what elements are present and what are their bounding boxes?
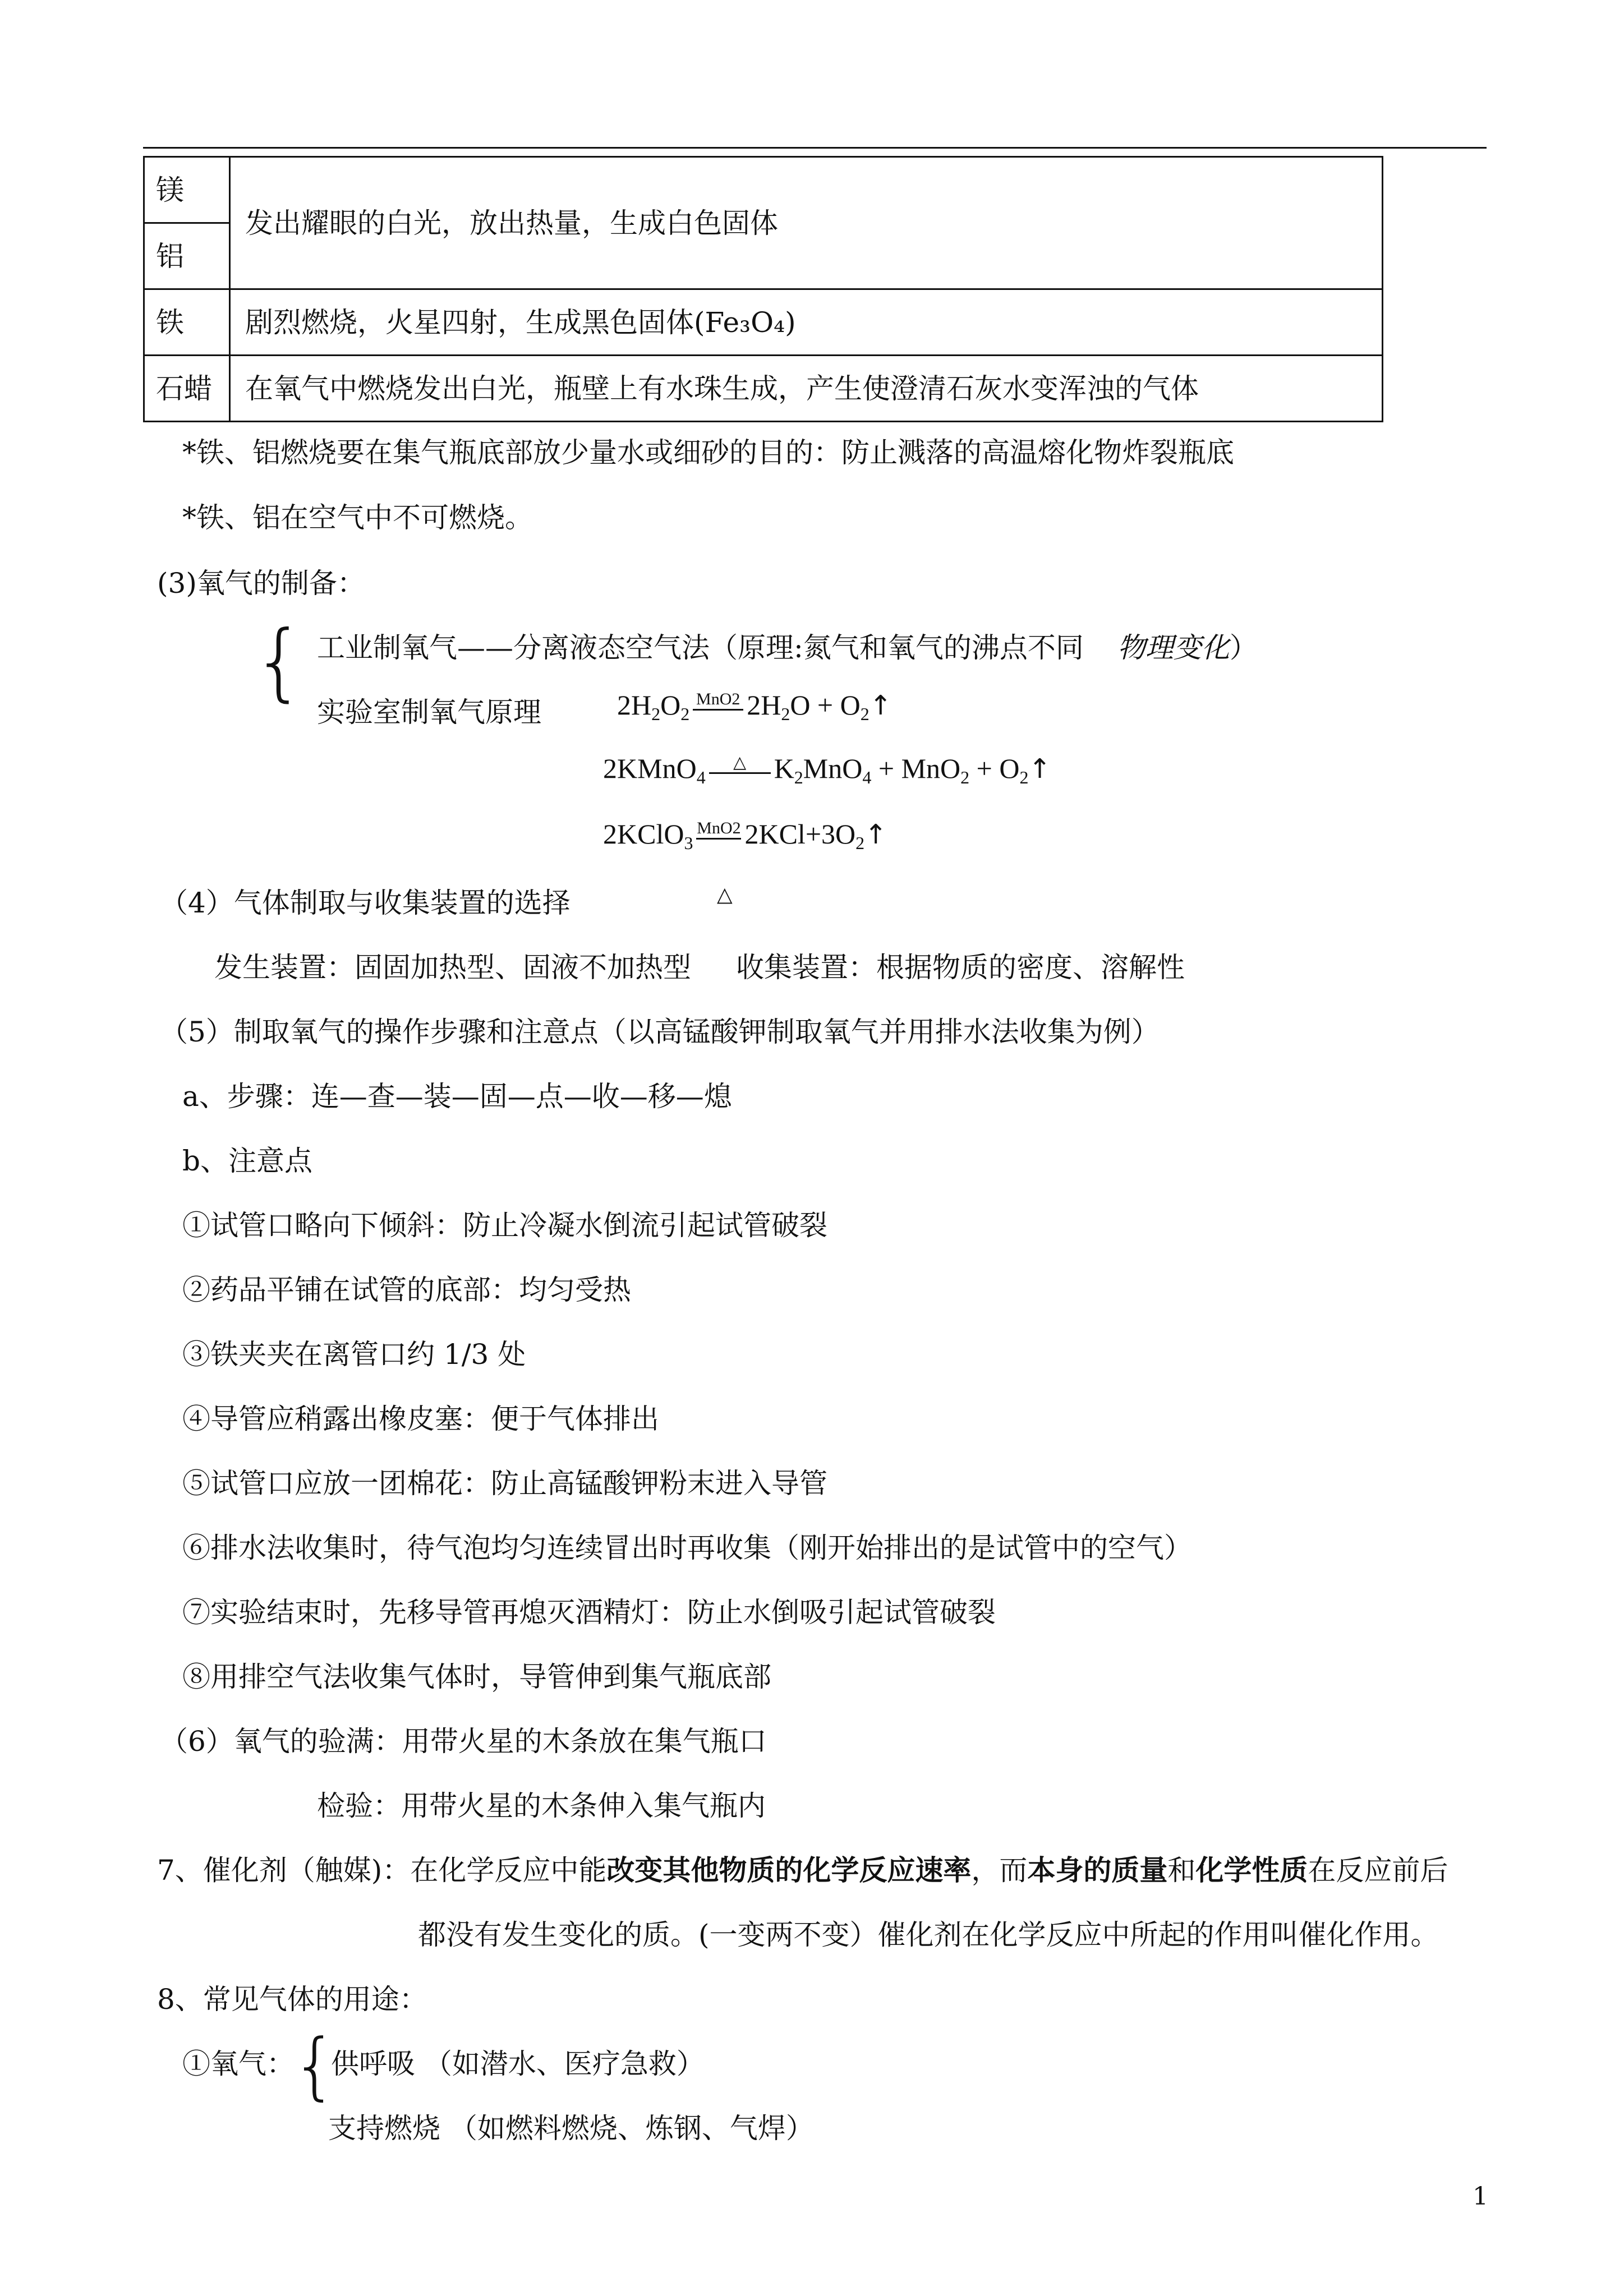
list-item: ③铁夹夹在离管口约 1/3 处 (182, 1338, 526, 1371)
brace-icon: { (252, 613, 306, 711)
section-heading: (3)氧气的制备： (157, 567, 365, 600)
list-item: ②药品平铺在试管的底部：均匀受热 (182, 1274, 631, 1306)
def-bold: 化学性质 (1195, 1854, 1308, 1887)
heat-symbol-icon: △ (717, 883, 733, 906)
list-item: ④导管应稍露出橡皮塞：便于气体排出 (182, 1403, 659, 1435)
lab-label: 实验室制氧气原理 (317, 696, 541, 729)
table-cell-desc: 在氧气中燃烧发出白光，瓶壁上有水珠生成，产生使澄清石灰水变浑浊的气体 (230, 356, 1383, 422)
section-heading: （5）制取氧气的操作步骤和注意点（以高锰酸钾制取氧气并用排水法收集为例） (160, 1016, 1160, 1048)
page-number: 1 (1473, 2182, 1488, 2211)
list-item: ⑤试管口应放一团棉花：防止高锰酸钾粉末进入导管 (182, 1467, 827, 1500)
test-line: 检验：用带火星的木条伸入集气瓶内 (317, 1790, 766, 1822)
table-cell-desc: 剧烈燃烧，火星四射，生成黑色固体(Fe₃O₄) (230, 289, 1383, 356)
section-heading: （6）氧气的验满：用带火星的木条放在集气瓶口 (160, 1725, 767, 1758)
brace-icon: { (292, 2023, 338, 2108)
catalyst-definition (157, 1854, 1448, 1887)
use-item: 供呼吸 （如潜水、医疗急救） (331, 2048, 705, 2080)
list-item: ⑦实验结束时，先移导管再熄灭酒精灯：防止水倒吸引起试管破裂 (182, 1596, 996, 1629)
gas-arrow-icon: ↑ (1028, 753, 1051, 785)
use-item: 支持燃烧 （如燃料燃烧、炼钢、气焊） (328, 2112, 814, 2145)
heat-label: △ (733, 753, 747, 772)
oxygen-label: ①氧气： (182, 2048, 295, 2080)
table-cell-name: 铝 (144, 223, 230, 289)
def-bold: 改变其他物质的化学反应速率 (606, 1854, 972, 1887)
table-row (144, 356, 1383, 422)
equation-h2o2: $2H_2O_2$ MnO2 $2H_2O$ + $O_2↑$ (617, 689, 892, 724)
gas-arrow-icon: ↑ (864, 819, 887, 850)
note-line: *铁、铝在空气中不可燃烧。 (182, 501, 533, 534)
section-heading: 8、常见气体的用途： (157, 1983, 427, 2016)
table-row (144, 157, 1383, 223)
catalyst-definition-cont: 都没有发生变化的质。(一变两不变）催化剂在化学反应中所起的作用叫催化作用。 (418, 1919, 1439, 1951)
def-text: 和 (1167, 1854, 1196, 1887)
def-text: ，而 (971, 1854, 1028, 1887)
def-bold: 本身的质量 (1027, 1854, 1168, 1887)
collector-text: 收集装置：根据物质的密度、溶解性 (736, 951, 1185, 984)
list-item: ⑥排水法收集时，待气泡均匀连续冒出时再收集（刚开始排出的是试管中的空气） (182, 1532, 1192, 1564)
catalyst-label: MnO2 (697, 819, 741, 837)
list-item: ⑧用排空气法收集气体时，导管伸到集气瓶底部 (182, 1661, 771, 1693)
industrial-text: 工业制氧气——分离液态空气法（原理:氮气和氧气的沸点不同 (317, 631, 1084, 664)
combustion-table (143, 156, 1383, 422)
steps-line: a、步骤：连—查—装—固—点—收—移—熄 (182, 1080, 732, 1113)
notes-heading: b、注意点 (182, 1145, 313, 1177)
industrial-method (317, 631, 1258, 664)
table-cell-name: 铁 (144, 289, 230, 356)
catalyst-label: MnO2 (696, 690, 740, 708)
generator-text: 发生装置：固固加热型、固液不加热型 (214, 951, 691, 984)
industrial-close: ） (1229, 631, 1258, 664)
gas-arrow-icon: ↑ (869, 690, 892, 721)
def-text: 7、催化剂（触媒)：在化学反应中能 (157, 1854, 607, 1887)
list-item: ①试管口略向下倾斜：防止冷凝水倒流引起试管破裂 (182, 1209, 827, 1242)
industrial-italic: 物理变化 (1117, 631, 1230, 664)
section-heading: （4）气体制取与收集装置的选择 (160, 887, 571, 919)
def-text: 在反应前后 (1308, 1854, 1448, 1887)
header-rule (143, 147, 1487, 149)
table-cell-name: 镁 (144, 157, 230, 223)
table-cell-desc: 发出耀眼的白光，放出热量，生成白色固体 (230, 157, 1383, 289)
equation-kmno4: 2KMnO$_4$ △ $K_2MnO_4 + MnO_2$ + $O_2↑$ (603, 753, 1051, 787)
apparatus-line (214, 951, 1185, 984)
equation-kclo3: 2KClO$_3$ MnO2 $2KCl+3O_2↑$ (603, 818, 887, 853)
table-cell-name: 石蜡 (144, 356, 230, 422)
table-row (144, 289, 1383, 356)
note-line: *铁、铝燃烧要在集气瓶底部放少量水或细砂的目的：防止溅落的高温熔化物炸裂瓶底 (182, 436, 1234, 469)
